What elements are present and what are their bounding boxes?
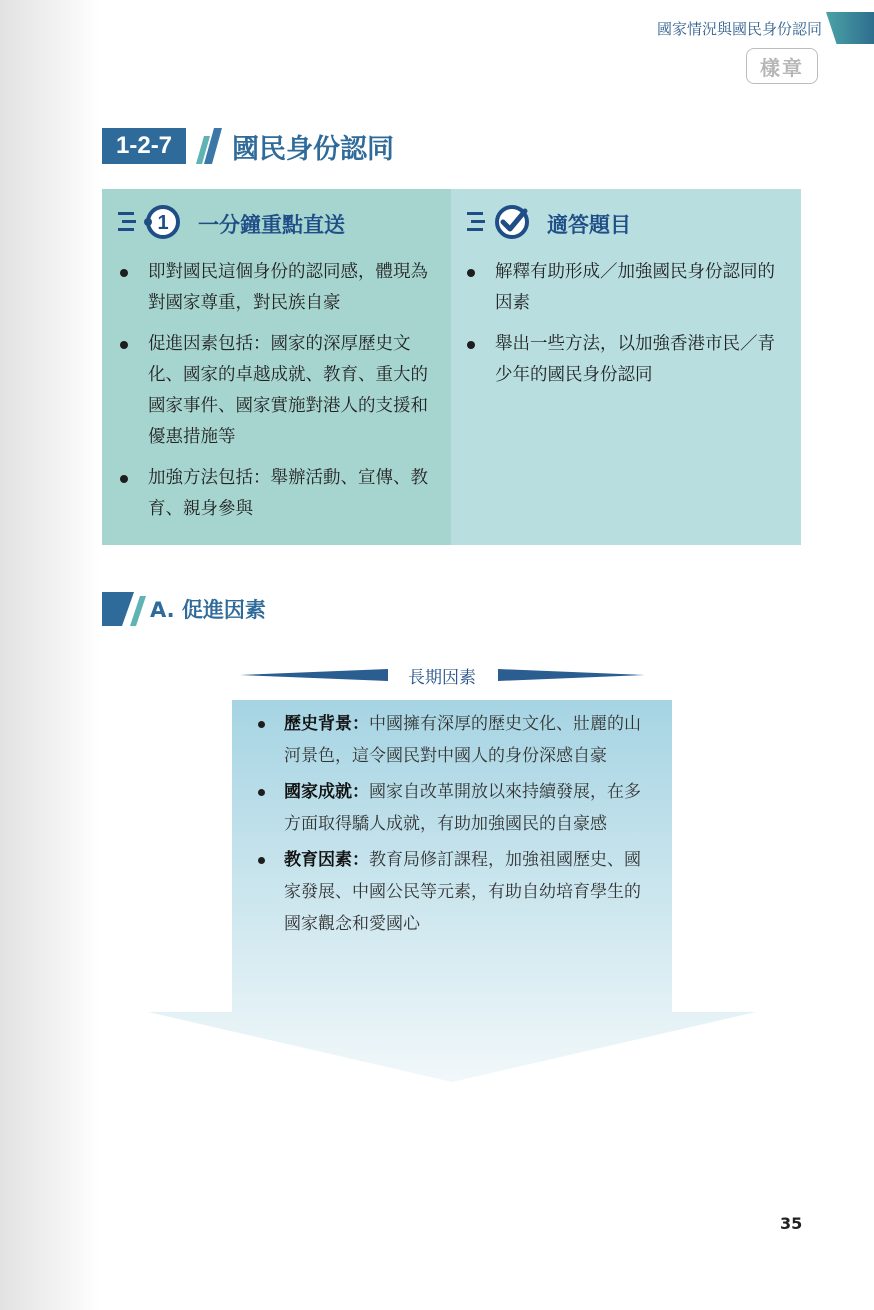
subsection-marker-icon bbox=[102, 592, 148, 626]
section-title: 國民身份認同 bbox=[232, 133, 394, 165]
one-minute-clock-icon bbox=[116, 203, 186, 245]
page-number: 35 bbox=[780, 1214, 803, 1233]
subsection-title: A. 促進因素 bbox=[150, 598, 266, 622]
key-point-item: 促進因素包括：國家的深厚歷史文化、國家的卓越成就、教育、重大的國家事件、國家實施對港人的支援和優惠措施等 bbox=[118, 329, 444, 453]
factor-item bbox=[256, 708, 648, 772]
chapter-header-title: 國家情況與國民身份認同 bbox=[656, 20, 822, 38]
exam-questions-title: 適答題目 bbox=[547, 213, 631, 237]
section-number: 1-2-7 bbox=[102, 128, 186, 164]
factor-text: 教育局修訂課程，加強祖國歷史、國家發展、中國公民等元素，有助自幼培育學生的國家觀念和愛國心 bbox=[284, 850, 641, 934]
chapter-tab-marker bbox=[826, 12, 874, 44]
svg-text:1: 1 bbox=[157, 212, 169, 234]
factor-term: 國家成就： bbox=[284, 782, 369, 802]
exam-question-item: 舉出一些方法，以加強香港市民／青少年的國民身份認同 bbox=[465, 329, 791, 391]
bullet-dot bbox=[120, 269, 128, 277]
key-points-box bbox=[102, 189, 801, 545]
bullet-dot bbox=[467, 341, 475, 349]
key-point-item: 加強方法包括：舉辦活動、宣傳、教育、親身參與 bbox=[118, 463, 444, 525]
key-points-list bbox=[118, 257, 444, 535]
factor-text: 國家自改革開放以來持續發展，在多方面取得驕人成就，有助加強國民的自豪感 bbox=[284, 782, 641, 834]
exam-questions-list bbox=[465, 257, 791, 401]
sample-stamp: 樣章 bbox=[746, 48, 818, 84]
exam-questions-panel bbox=[451, 189, 801, 545]
key-points-panel bbox=[102, 189, 451, 545]
checkmark-icon bbox=[465, 203, 535, 245]
factor-item bbox=[256, 776, 648, 840]
factor-text: 中國擁有深厚的歷史文化、壯麗的山河景色，這令國民對中國人的身份深感自豪 bbox=[284, 714, 641, 766]
bullet-dot bbox=[258, 721, 265, 728]
bullet-dot bbox=[258, 789, 265, 796]
bullet-dot bbox=[467, 269, 475, 277]
key-points-title: 一分鐘重點直送 bbox=[198, 213, 345, 237]
key-points-header bbox=[116, 205, 345, 243]
page-gutter-shadow bbox=[0, 0, 100, 1310]
factor-term: 歷史背景： bbox=[284, 714, 369, 734]
exam-question-item: 解釋有助形成／加強國民身份認同的因素 bbox=[465, 257, 791, 319]
key-point-item: 即對國民這個身份的認同感，體現為對國家尊重，對民族自豪 bbox=[118, 257, 444, 319]
factor-term: 教育因素： bbox=[284, 850, 369, 870]
factor-item bbox=[256, 844, 648, 940]
bullet-dot bbox=[120, 341, 128, 349]
exam-questions-header bbox=[465, 205, 631, 243]
bullet-dot bbox=[258, 857, 265, 864]
banner-label: 長期因素 bbox=[390, 660, 494, 690]
section-slash-icon bbox=[194, 128, 224, 164]
factors-list bbox=[256, 708, 648, 944]
bullet-dot bbox=[120, 475, 128, 483]
